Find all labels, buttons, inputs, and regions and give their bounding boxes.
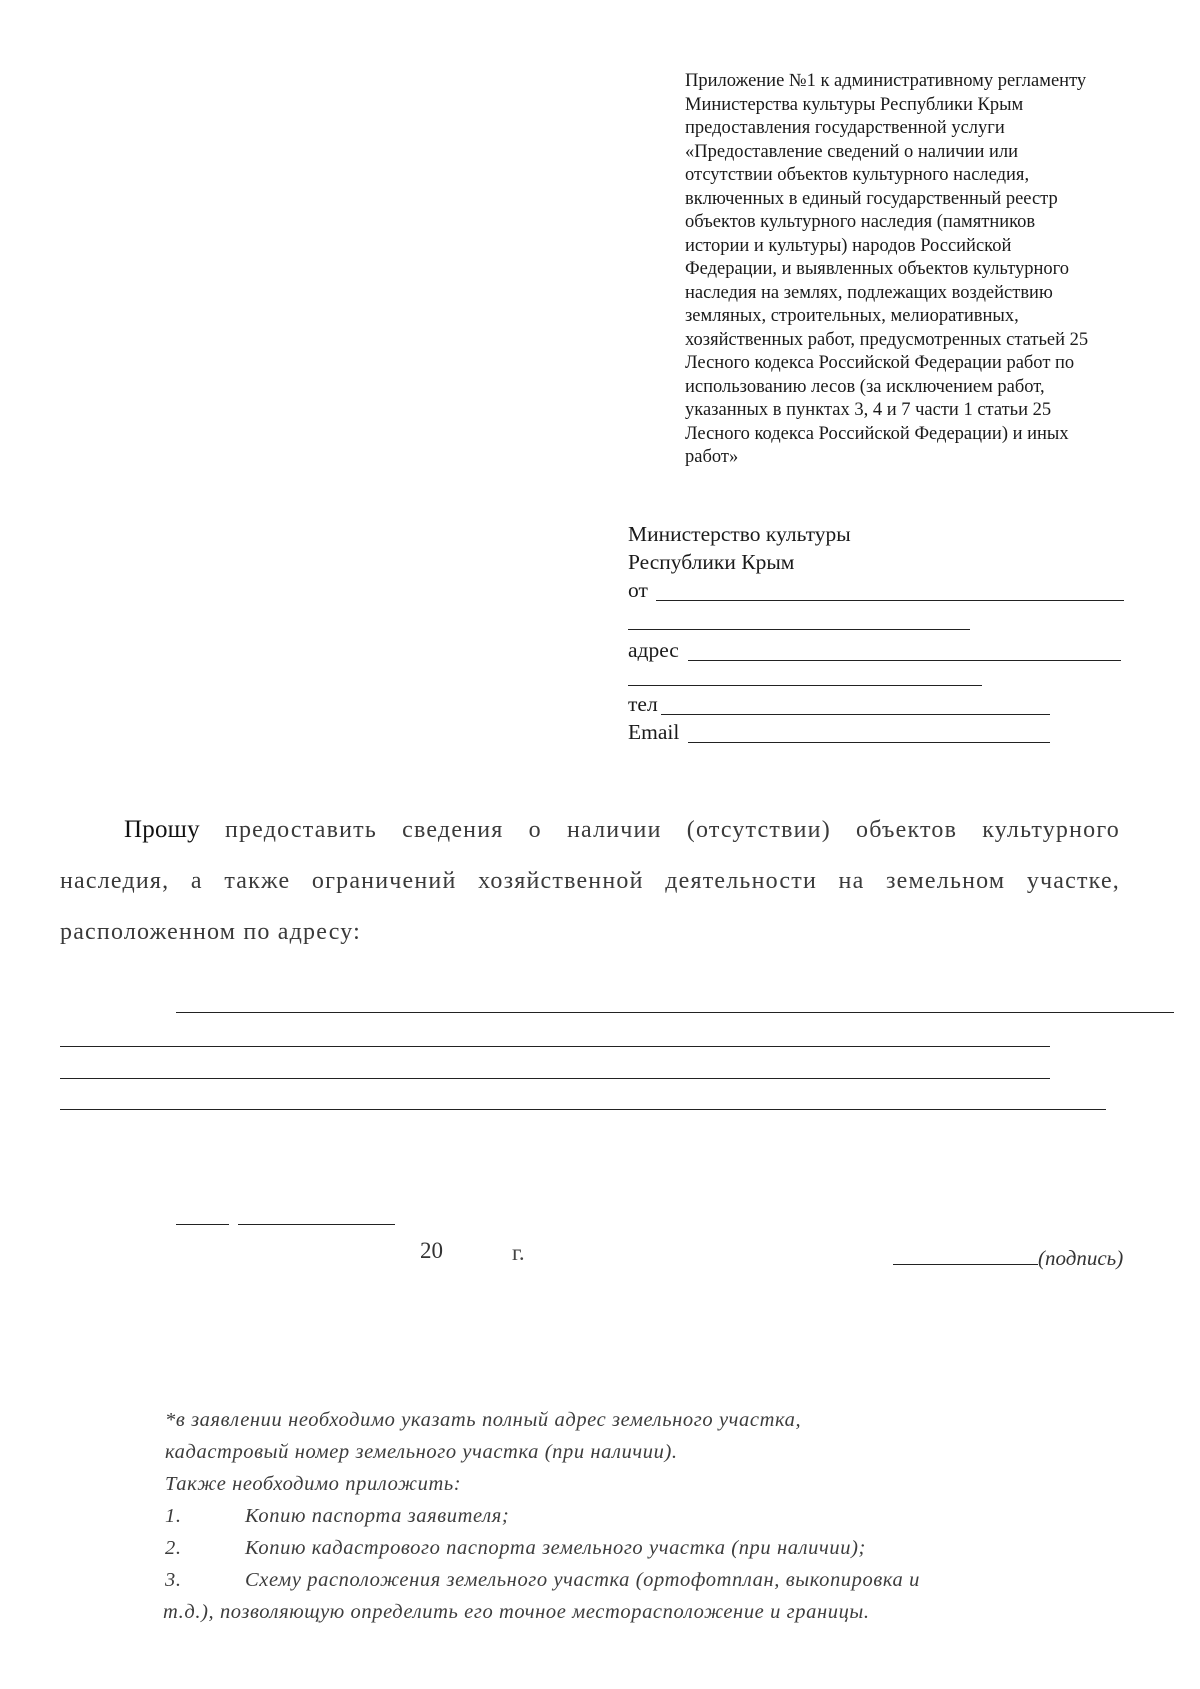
request-paragraph [60, 804, 1120, 958]
appendix-line: предоставления государственной услуги [685, 118, 1005, 138]
footnote-line-3: Также необходимо приложить: [165, 1473, 462, 1495]
appendix-line: «Предоставление сведений о наличии или [685, 141, 1019, 162]
from-field[interactable] [656, 578, 1124, 601]
addressee-ministry: Министерство культуры [628, 522, 851, 546]
address-row [628, 636, 1128, 664]
date-day-field[interactable] [176, 1212, 229, 1225]
footnote-line-1: *в заявлении необходимо указать полный адрес земельного участка, [165, 1409, 802, 1431]
appendix-line: Федерации, и выявленных объектов культурного [685, 259, 1070, 279]
signature-label: (подпись) [1038, 1246, 1124, 1270]
footnote-line-last: т.д.), позволяющую определить его точное месторасположение и границы. [163, 1601, 870, 1623]
footnote-item [165, 1532, 1125, 1564]
appendix-line: объектов культурного наследия (памятников [685, 212, 1036, 232]
plot-address-field-1[interactable] [176, 1000, 1174, 1013]
footnote-item-number: 2. [165, 1537, 182, 1559]
phone-row [628, 690, 1128, 718]
footnote-item-text: Копию паспорта заявителя; [245, 1505, 510, 1527]
appendix-line: включенных в единый государственный реестр [685, 188, 1058, 209]
footnote-line-2: кадастровый номер земельного участка (при наличии). [165, 1441, 678, 1463]
appendix-line: работ» [685, 447, 739, 467]
appendix-line: земляных, строительных, мелиоративных, [685, 306, 1019, 326]
signature-field[interactable] [893, 1252, 1038, 1265]
address-field[interactable] [688, 638, 1121, 661]
phone-field[interactable] [661, 692, 1050, 715]
from-row [628, 576, 1128, 604]
appendix-line: хозяйственных работ, предусмотренных статьей 25 [685, 329, 1089, 350]
from-continuation-field[interactable] [628, 617, 970, 630]
footnote-item-number: 3. [165, 1569, 182, 1591]
from-label: от [628, 578, 648, 602]
appendix-line: Лесного кодекса Российской Федерации) и иных [685, 423, 1069, 444]
footnote-item [165, 1564, 1125, 1596]
appendix-line: Приложение №1 к административному регламенту [685, 71, 1087, 91]
request-line-2: наследия, а также ограничений хозяйственной деятельности на земельном участке, [60, 868, 1120, 894]
address-continuation-field[interactable] [628, 673, 982, 686]
footnote-item-text: Схему расположения земельного участка (ортофотплан, выкопировка и [245, 1569, 920, 1591]
contact-block [628, 690, 1128, 746]
phone-label: тел [628, 692, 658, 716]
appendix-line: использованию лесов (за исключением работ, [685, 376, 1045, 397]
plot-address-field-3[interactable] [60, 1066, 1050, 1079]
addressee-region: Республики Крым [628, 550, 795, 574]
date-year-suffix: г. [512, 1240, 525, 1265]
plot-address-field-4[interactable] [60, 1097, 1106, 1110]
appendix-line: истории и культуры) народов Российской [685, 235, 1012, 256]
date-month-field[interactable] [238, 1212, 395, 1225]
footnote [165, 1404, 1125, 1628]
email-label: Email [628, 720, 680, 744]
addressee-block [628, 520, 1128, 604]
appendix-line: наследия на землях, подлежащих воздействию [685, 282, 1053, 303]
date-year-prefix: 20 [420, 1238, 443, 1263]
request-bold-word: Прошу [124, 816, 200, 843]
appendix-line: Министерства культуры Республики Крым [685, 94, 1024, 115]
appendix-header [685, 70, 1145, 470]
plot-address-field-2[interactable] [60, 1034, 1050, 1047]
request-line-1-text: предоставить сведения о наличии (отсутствии) объектов культурного [224, 817, 1120, 843]
email-row [628, 718, 1128, 746]
footnote-item [165, 1500, 1125, 1532]
appendix-line: указанных в пунктах 3, 4 и 7 части 1 статьи 25 [685, 400, 1052, 420]
appendix-line: Лесного кодекса Российской Федерации работ по [685, 353, 1075, 373]
request-line-3: расположенном по адресу: [60, 919, 361, 945]
request-line-1 [60, 804, 1120, 856]
address-label: адрес [628, 638, 679, 662]
footnote-item-text: Копию кадастрового паспорта земельного участка (при наличии); [245, 1537, 866, 1559]
address-block [628, 636, 1128, 664]
email-field[interactable] [688, 720, 1050, 743]
appendix-line: отсутствии объектов культурного наследия, [685, 165, 1030, 185]
footnote-item-number: 1. [165, 1505, 182, 1527]
